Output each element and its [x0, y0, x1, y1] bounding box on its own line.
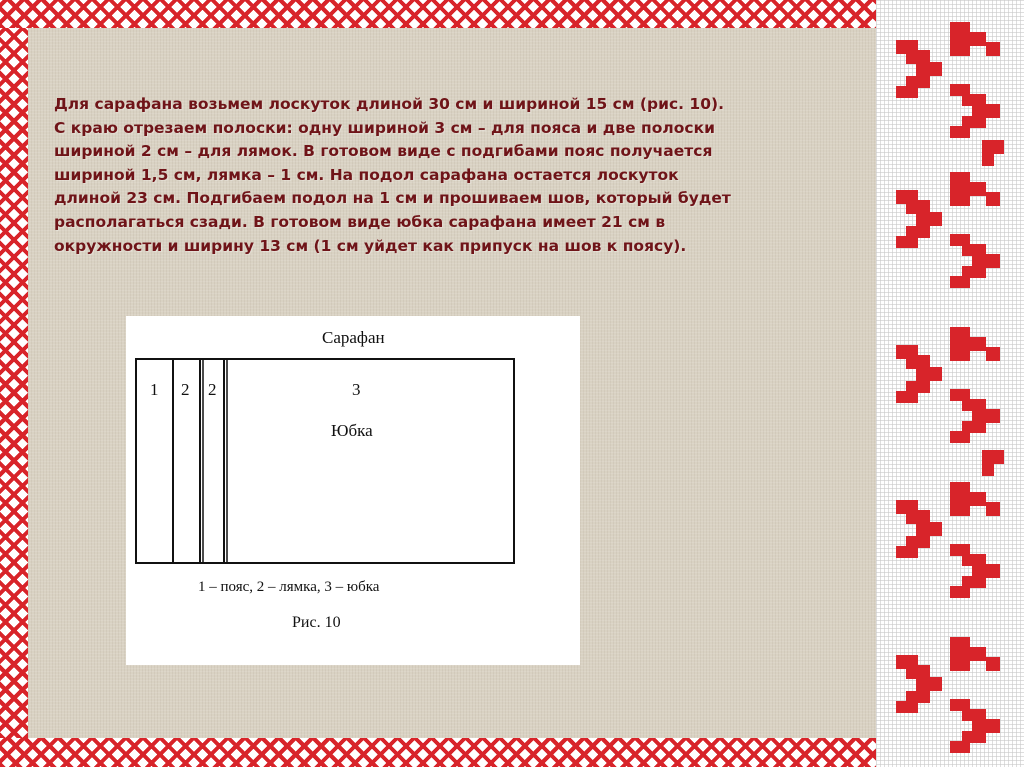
- strip-label-belt: 1: [150, 380, 159, 399]
- paragraph-line: С краю отрезаем полоски: одну шириной 3 см – для пояса и две полоски: [54, 118, 715, 137]
- skirt-label: Юбка: [331, 421, 373, 440]
- figure-legend: 1 – пояс, 2 – лямка, 3 – юбка: [198, 579, 380, 595]
- embroidery-border-bottom: [0, 738, 880, 767]
- figure-title: Сарафан: [322, 328, 385, 347]
- skirt-number-label: 3: [352, 380, 361, 399]
- strip-label-strap: 2: [181, 380, 190, 399]
- paragraph-line: располагаться сзади. В готовом виде юбка сарафана имеет 21 см в: [54, 212, 666, 231]
- embroidery-border-left: [0, 28, 28, 738]
- paragraph-line: длиной 23 см. Подгибаем подол на 1 см и прошиваем шов, который будет: [54, 189, 731, 208]
- paragraph-line: шириной 2 см – для лямок. В готовом виде с подгибами пояс получается: [54, 142, 713, 161]
- paragraph-line: Для сарафана возьмем лоскуток длиной 30 см и шириной 15 см (рис. 10).: [54, 95, 724, 113]
- paragraph-line: шириной 1,5 см, лямка – 1 см. На подол сарафана остается лоскуток: [54, 165, 679, 184]
- figure-number: Рис. 10: [292, 614, 341, 631]
- pattern-drawing: [126, 316, 580, 665]
- instruction-paragraph: [54, 93, 914, 258]
- paragraph-line: окружности и ширину 13 см (1 см уйдет как припуск на шов к поясу).: [54, 236, 687, 255]
- fabric-piece-outline: [136, 359, 514, 563]
- embroidery-border-top: [0, 0, 880, 28]
- sarafan-pattern-figure: [126, 316, 580, 665]
- strip-label-strap: 2: [208, 380, 217, 399]
